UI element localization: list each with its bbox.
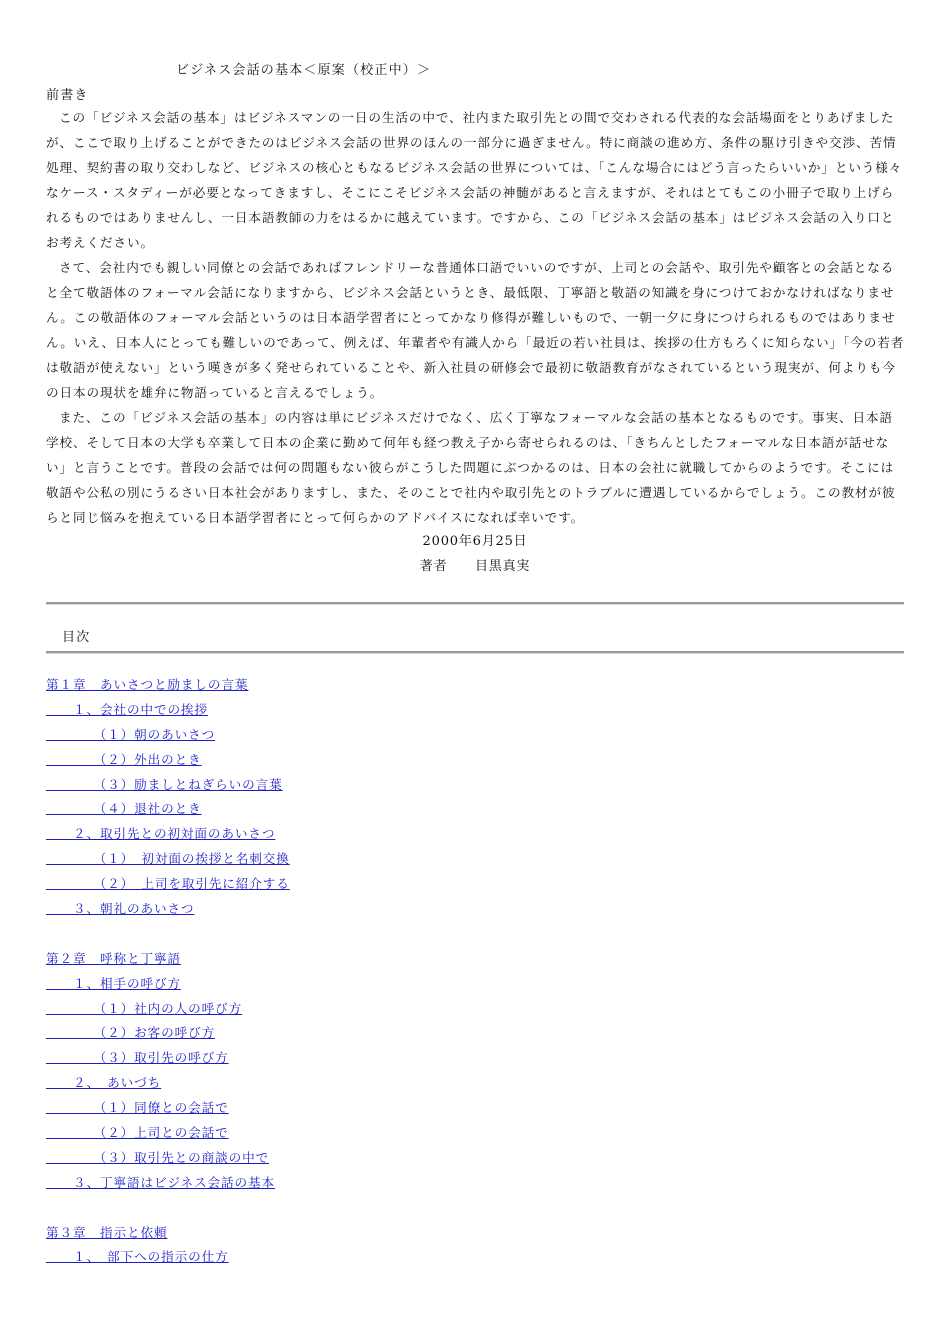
toc-chapter-link[interactable]: 第２章 呼称と丁寧語 bbox=[46, 950, 181, 966]
toc-entry bbox=[46, 723, 290, 748]
toc-section-link[interactable]: ３、朝礼のあいさつ bbox=[46, 901, 195, 917]
toc-entry bbox=[46, 1096, 290, 1121]
toc-section-link[interactable]: （２）上司との会話で bbox=[46, 1125, 229, 1141]
toc-section-link[interactable]: （３）取引先の呼び方 bbox=[46, 1050, 229, 1066]
toc-section-link[interactable]: （４）退社のとき bbox=[46, 801, 202, 817]
divider-top bbox=[46, 602, 904, 605]
toc-entry bbox=[46, 698, 290, 723]
table-of-contents bbox=[46, 673, 290, 1270]
preface-date: 2000年6月25日 bbox=[422, 534, 528, 549]
toc-entry bbox=[46, 1146, 290, 1171]
toc-entry bbox=[46, 1221, 290, 1246]
toc-spacer bbox=[46, 1196, 290, 1221]
toc-heading: 目次 bbox=[62, 630, 91, 645]
toc-section-link[interactable]: （１） 初対面の挨拶と名刺交換 bbox=[46, 851, 290, 867]
preface-paragraph-1: この「ビジネス会話の基本」はビジネスマンの一日の生活の中で、社内また取引先との間で交わされる代表的な会話場面をとりあげましたが、ここで取り上げることができたのはビジネス会話の世界のほんの一部分に過ぎません。特に商談の進め方、条件の駆け引きや交渉、苦情処理、契約書の取り交わしなど、ビジネスの核心ともなるビジネス会話の世界については、「こんな場合にはどう言ったらいいか」という様々なケース・スタディーが必要となってきますし、そこにこそビジネス会話の神髄があると言えますが、それはとてもこの小冊子で取り上げられるものではありませんし、一日本語教師の力をはるかに越えています。ですから、この「ビジネス会話の基本」はビジネス会話の入り口とお考えください。 bbox=[46, 110, 903, 250]
toc-section-link[interactable]: ３、丁寧語はビジネス会話の基本 bbox=[46, 1174, 276, 1190]
toc-entry bbox=[46, 1171, 290, 1196]
toc-entry bbox=[46, 1046, 290, 1071]
toc-section-link[interactable]: ２、 あいづち bbox=[46, 1075, 162, 1091]
toc-entry bbox=[46, 897, 290, 922]
toc-section-link[interactable]: （３）取引先との商談の中で bbox=[46, 1149, 270, 1165]
toc-chapter-link[interactable]: 第３章 指示と依頼 bbox=[46, 1224, 168, 1240]
document-title: ビジネス会話の基本＜原案（校正中）＞ bbox=[176, 63, 432, 78]
toc-section-link[interactable]: １、 部下への指示の仕方 bbox=[46, 1249, 229, 1265]
toc-section-link[interactable]: （２）お客の呼び方 bbox=[46, 1025, 216, 1041]
toc-section-link[interactable]: （２）外出のとき bbox=[46, 751, 202, 767]
toc-entry bbox=[46, 847, 290, 872]
toc-entry bbox=[46, 947, 290, 972]
toc-section-link[interactable]: ２、取引先との初対面のあいさつ bbox=[46, 826, 276, 842]
toc-section-link[interactable]: （１）朝のあいさつ bbox=[46, 726, 216, 742]
toc-entry bbox=[46, 972, 290, 997]
toc-entry bbox=[46, 797, 290, 822]
toc-section-link[interactable]: １、会社の中での挨拶 bbox=[46, 701, 208, 717]
toc-section-link[interactable]: １、相手の呼び方 bbox=[46, 975, 181, 991]
toc-chapter-link[interactable]: 第１章 あいさつと励ましの言葉 bbox=[46, 677, 249, 692]
toc-section-link[interactable]: （１）同僚との会話で bbox=[46, 1100, 229, 1116]
preface-paragraph-3: また、この「ビジネス会話の基本」の内容は単にビジネスだけでなく、広く丁寧なフォーマルな会話の基本となるものです。事実、日本語学校、そして日本の大学も卒業して日本の企業に勤めて何年も経つ教え子から寄せられるのは、「きちんとしたフォーマルな日本語が話せない」と言うことです。普段の会話では何の問題もない彼らがこうした問題にぶつかるのは、日本の会社に就職してからのようです。そこには敬語や公私の別にうるさい日本社会がありますし、また、そのことで社内や取引先とのトラブルに遭遇しているからでしょう。この教材が彼らと同じ悩みを抱えている日本語学習者にとって何らかのアドバイスになれば幸いです。 bbox=[46, 410, 896, 525]
toc-section-link[interactable]: （２） 上司を取引先に紹介する bbox=[46, 876, 290, 892]
toc-section-link[interactable]: （１）社内の人の呼び方 bbox=[46, 1000, 243, 1016]
toc-entry bbox=[46, 1071, 290, 1096]
preface-paragraph-2: さて、会社内でも親しい同僚との会話であればフレンドリーな普通体口語でいいのですが、上司との会話や、取引先や顧客との会話となると全て敬語体のフォーマル会話になりますから、ビジネス会話というとき、最低限、丁寧語と敬語の知識を身につけておかなければなりません。この敬語体のフォーマル会話というのは日本語学習者にとってかなり修得が難しいもので、一朝一夕に身につけられるものではありません。いえ、日本人にとっても難しいのであって、例えば、年輩者や有識人から「最近の若い社員は、挨拶の仕方もろくに知らない」「今の若者は敬語が使えない」という嘆きが多く発せられていることや、新入社員の研修会で最初に敬語教育がなされているという現実が、何よりも今の日本の現状を雄弁に物語っていると言えるでしょう。 bbox=[46, 260, 905, 400]
divider-bottom bbox=[46, 651, 904, 654]
toc-entry bbox=[46, 1121, 290, 1146]
toc-entry bbox=[46, 1245, 290, 1270]
toc-spacer bbox=[46, 922, 290, 947]
toc-entry bbox=[46, 822, 290, 847]
toc-entry bbox=[46, 872, 290, 897]
toc-entry bbox=[46, 997, 290, 1022]
toc-entry bbox=[46, 1021, 290, 1046]
toc-section-link[interactable]: （３）励ましとねぎらいの言葉 bbox=[46, 776, 283, 792]
preface-body bbox=[46, 105, 906, 530]
toc-entry bbox=[46, 748, 290, 773]
toc-entry bbox=[46, 773, 290, 798]
preface-author: 著者 目黒真実 bbox=[419, 559, 531, 574]
toc-entry bbox=[46, 673, 290, 698]
preface-heading: 前書き bbox=[46, 88, 89, 103]
